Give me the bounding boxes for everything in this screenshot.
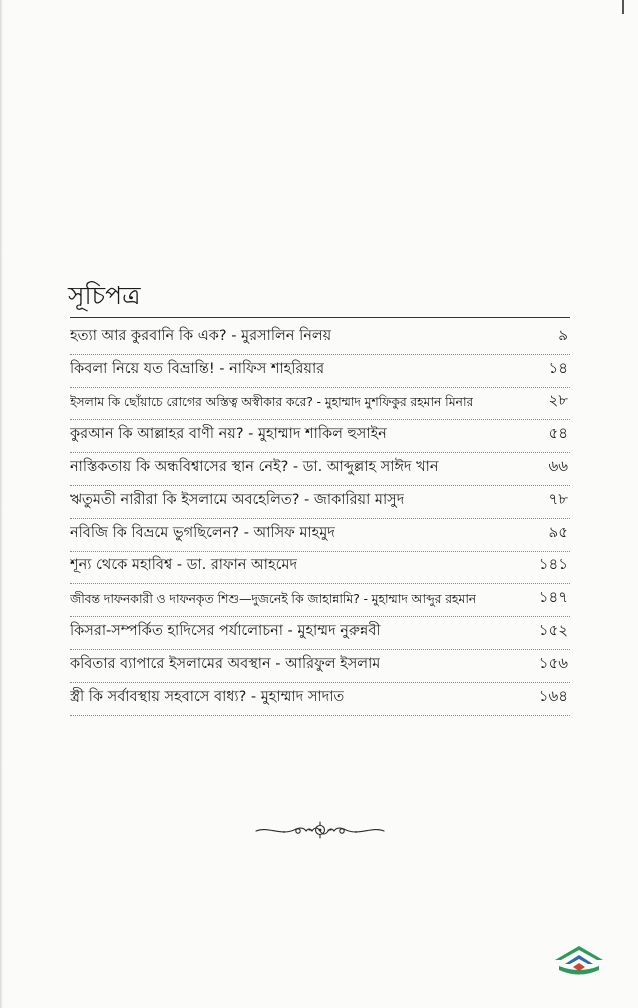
toc-entry-page: ১৪১: [538, 555, 568, 574]
toc-entry-title: কবিতার ব্যাপারে ইসলামের অবস্থান - আরিফুল ইসলাম: [70, 655, 381, 672]
page-edge: [0, 0, 3, 1008]
toc-entry[interactable]: [70, 617, 570, 650]
toc-entry-title: কিসরা-সম্পর্কিত হাদিসের পর্যালোচনা - মুহাম্মদ নুরুন্নবী: [70, 622, 381, 639]
toc-entry[interactable]: [70, 584, 570, 617]
title-rule: [70, 317, 570, 318]
toc-entry[interactable]: [70, 420, 570, 453]
toc-entry-title: শূন্য থেকে মহাবিশ্ব - ডা. রাফান আহমেদ: [70, 557, 298, 574]
toc-entry-page: ২৮: [548, 391, 568, 410]
table-of-contents: [70, 276, 570, 716]
toc-entry-page: ১৫২: [538, 620, 568, 639]
toc-entry-title: নাস্তিকতায় কি অন্ধবিশ্বাসের স্থান নেই? - ডা. আব্দুল্লাহ সাঈদ খান: [70, 458, 439, 475]
toc-entry-title: স্ত্রী কি সর্বাবস্থায় সহবাসে বাধ্য? - মুহাম্মাদ সাদাত: [70, 688, 345, 705]
toc-entry-page: ৯: [558, 325, 568, 344]
toc-entry-title: নবিজি কি বিভ্রমে ভুগছিলেন? - আসিফ মাহমুদ: [70, 524, 335, 541]
toc-entry-title: ঋতুমতী নারীরা কি ইসলামে অবহেলিত? - জাকারিয়া মাসুদ: [70, 491, 405, 508]
toc-entry[interactable]: [70, 486, 570, 519]
corner-mark: [622, 0, 624, 14]
toc-entry-page: ১৪: [548, 358, 568, 377]
toc-entry[interactable]: [70, 519, 570, 552]
toc-entry-title: জীবন্ত দাফনকারী ও দাফনকৃত শিশু—দুজনেই কি জাহান্নামি? - মুহাম্মাদ আব্দুর রহমান: [70, 591, 477, 607]
toc-entry[interactable]: [70, 552, 570, 585]
toc-entry-title: হত্যা আর কুরবানি কি এক? - মুরসালিন নিলয়: [70, 327, 332, 344]
toc-entry-page: ৭৮: [548, 489, 568, 508]
floral-divider-icon: [254, 818, 386, 842]
toc-entry[interactable]: [70, 322, 570, 355]
toc-entry-page: ৬৬: [548, 456, 568, 475]
toc-entry-title: কিবলা নিয়ে যত বিভ্রান্তি! - নাফিস শাহরিয়ার: [70, 360, 325, 377]
page-title: সূচিপত্র: [68, 281, 141, 310]
toc-entry-page: ১৫৬: [538, 653, 568, 672]
toc-entry-page: ৫৪: [548, 424, 568, 443]
toc-entry[interactable]: [70, 355, 570, 388]
toc-entry-title: ইসলাম কি ছোঁয়াচে রোগের অস্তিত্ব অস্বীকার করে? - মুহাম্মাদ মুশফিকুর রহমান মিনার: [70, 394, 474, 410]
toc-entry-page: ১৬৪: [538, 686, 568, 705]
publisher-logo-icon: [553, 940, 605, 980]
toc-list: [70, 322, 570, 716]
toc-entry-page: ৯৫: [548, 522, 568, 541]
toc-entry[interactable]: [70, 683, 570, 716]
toc-entry-title: কুরআন কি আল্লাহর বাণী নয়? - মুহাম্মাদ শাকিল হুসাইন: [70, 426, 387, 443]
toc-entry[interactable]: [70, 388, 570, 421]
toc-entry[interactable]: [70, 650, 570, 683]
toc-entry[interactable]: [70, 453, 570, 486]
toc-entry-page: ১৪৭: [538, 588, 568, 607]
